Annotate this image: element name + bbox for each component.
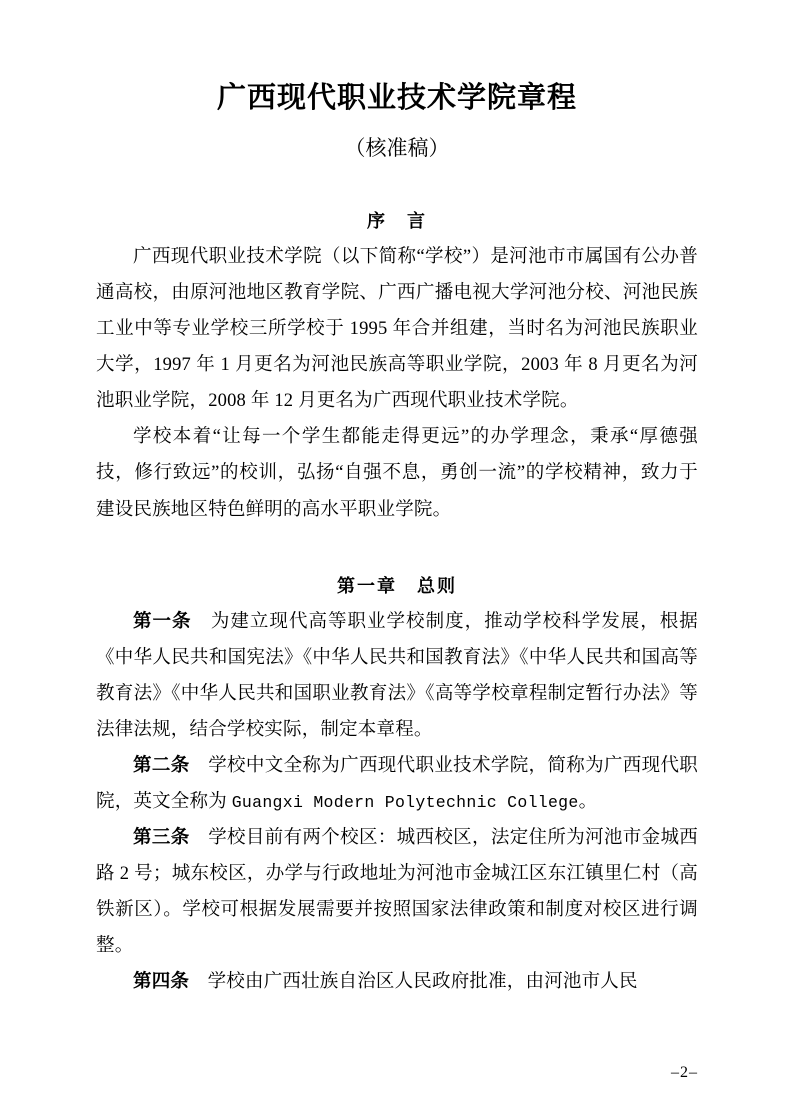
article-1-text: 为建立现代高等职业学校制度，推动学校科学发展，根据《中华人民共和国宪法》《中华人民共和国教育法》《中华人民共和国高等教育法》《中华人民共和国职业教育法》《高等学校章程制定暂行办法》等法律法规，结合学校实际，制定本章程。 [96, 611, 698, 740]
article-4 [96, 964, 698, 1000]
preface-heading: 序 言 [367, 211, 427, 232]
article-3 [96, 820, 698, 964]
article-1-label: 第一条 [133, 611, 192, 632]
article-3-label: 第三条 [133, 827, 190, 848]
preface-paragraph-1: 广西现代职业技术学院（以下简称“学校”）是河池市市属国有公办普通高校，由原河池地区教育学院、广西广播电视大学河池分校、河池民族工业中等专业学校三所学校于 1995 年合并组建，当时名为河池民族职业大学，1997 年 1 月更名为河池民族高等职业学院，2003 年 8 月更名为河池职业学院，2008 年 12 月更名为广西现代职业技术学院。 [96, 247, 698, 412]
page-number: –2– [671, 1064, 698, 1081]
article-4-text: 学校由广西壮族自治区人民政府批准，由河池市人民 [207, 972, 638, 993]
article-3-text: 学校目前有两个校区：城西校区，法定住所为河池市金城西路 2 号；城东校区，办学与行政地址为河池市金城江区东江镇里仁村（高铁新区）。学校可根据发展需要并按照国家法律政策和制度对校区进行调整。 [96, 827, 699, 957]
article-2-english-name: Guangxi Modern Polytechnic College [231, 792, 579, 812]
preface-paragraph-2: 学校本着“让每一个学生都能走得更远”的办学理念，秉承“厚德强技，修行致远”的校训，弘扬“自强不息，勇创一流”的学校精神，致力于建设民族地区特色鲜明的高水平职业学院。 [96, 427, 698, 520]
document-title: 广西现代职业技术学院章程 [216, 82, 577, 114]
article-2-text-before: 学校中文全称为广西现代职业技术学院，简称为广西现代职院，英文全称为 [96, 755, 699, 812]
article-4-label: 第四条 [133, 972, 190, 993]
article-2-label: 第二条 [133, 755, 190, 776]
chapter-heading: 第一章 总则 [337, 575, 457, 596]
article-1 [96, 604, 698, 748]
article-2 [96, 748, 698, 820]
document-subtitle: （核准稿） [344, 135, 450, 160]
article-2-text-after: 。 [578, 791, 598, 812]
